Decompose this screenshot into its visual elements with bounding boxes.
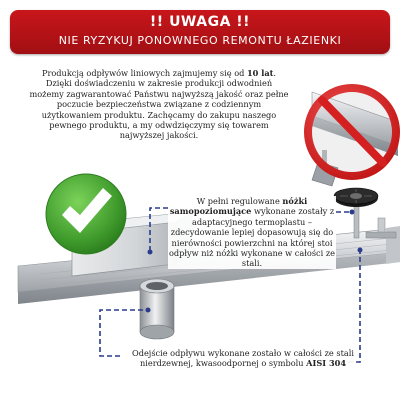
intro-text-1: Produkcją odpływów liniowych zajmujemy się od xyxy=(41,68,247,78)
note-outlet xyxy=(130,348,356,369)
drain-end-cap xyxy=(386,226,400,264)
note-regulated-bold: nóżki samopoziomujące xyxy=(169,196,308,217)
foot-plate xyxy=(366,232,396,238)
intro-years: 10 lat xyxy=(246,68,274,78)
check-icon xyxy=(46,174,126,254)
banner-subtitle: NIE RYZYKUJ PONOWNEGO REMONTU ŁAZIENKI xyxy=(58,34,342,47)
note-self-levelling-feet xyxy=(168,196,336,269)
note-outlet-bold: AISI 304 xyxy=(306,358,347,369)
note-regulated-text-1: W pełni regulowane xyxy=(196,196,283,206)
banner-title: !! UWAGA !! xyxy=(149,14,251,30)
note-outlet-text: Odejście odpływu wykonane zostało w całości ze stali nierdzewnej, kwasoodpornej o symbolu xyxy=(131,348,354,369)
note-regulated-text-2: wykonane zostały z adaptacyjnego termoplastu – zdecydowanie lepiej dopasowują się do nierówności powierzchni na której stoi odpływ niż nóżki wykonane w całości ze stali. xyxy=(168,206,336,269)
intro-text-2: . Dzięki doświadczeniu w zakresie produkcji odwodnień możemy zagwarantować Państwu najwyższą jakość oraz pełne poczucie bezpieczeństwa związane z codziennym użytkowaniem produktu. Zachęcamy do zakupu naszego pewnego produktu, a my odwdzięczymy się towarem najwyższej jakości. xyxy=(29,68,289,141)
prohibited-drain-photo xyxy=(305,85,399,186)
outlet-pipe xyxy=(140,279,174,339)
